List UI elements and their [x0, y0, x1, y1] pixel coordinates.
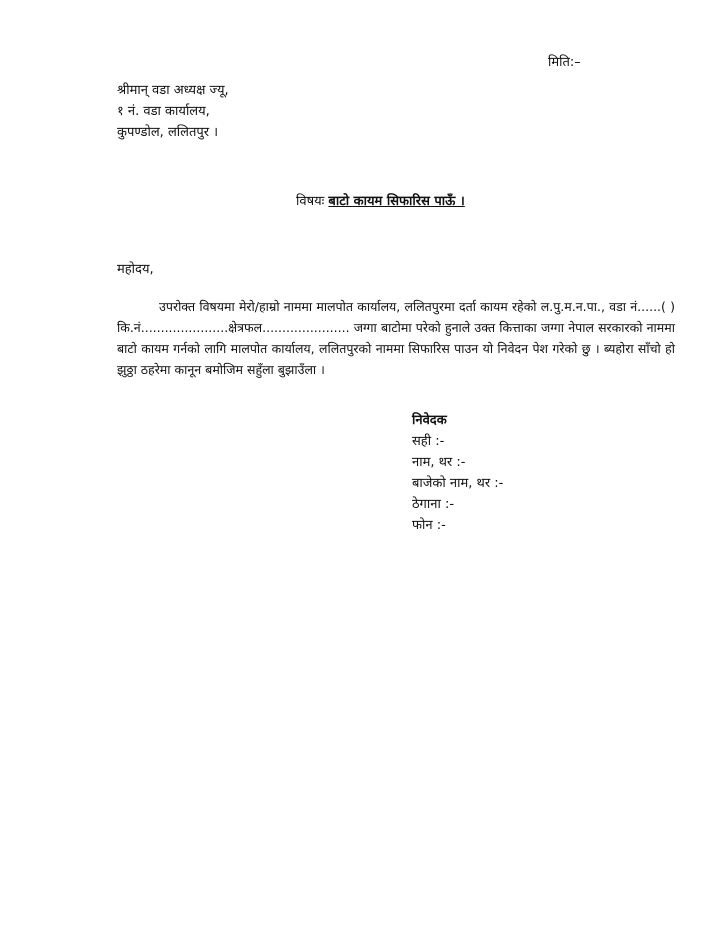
address-field: ठेगाना :-: [412, 497, 455, 512]
grandfather-name-field: बाजेको नाम, थर :-: [412, 476, 504, 491]
date-field: मिति:–: [548, 55, 581, 70]
address-line-recipient: श्रीमान् वडा अध्यक्ष ज्यू,: [117, 83, 229, 98]
applicant-heading: निवेदक: [412, 413, 447, 428]
signature-field: सही :-: [412, 434, 445, 449]
applicant-block: [412, 410, 503, 536]
letter-body: उपरोक्त विषयमा मेरो/हाम्रो नाममा मालपोत कार्यालय, ललितपुरमा दर्ता कायम रहेको ल.पु.म.न.पा., वडा नं......( ) कि.नं......................क्षेत्रफल...................... जग्गा बाटोमा परेको हुनाले उक्त कित्ताका जग्गा नेपाल सरकारको नाममा बाटो कायम गर्नको लागि मालपोत कार्यालय, ललितपुरको नाममा सिफारिस पाउन यो निवेदन पेश गरेको छु । ब्यहोरा साँचो हो झुठ्ठा ठहरेमा कानून बमोजिम सहुँला बुझाउँला ।: [117, 299, 675, 377]
address-line-location: कुपण्डोल, ललितपुर ।: [117, 125, 219, 140]
subject-text: बाटो कायम सिफारिस पाऊँ ।: [328, 194, 465, 209]
phone-field: फोन :-: [412, 518, 446, 533]
salutation: महोदय,: [117, 262, 154, 277]
name-field: नाम, थर :-: [412, 455, 466, 470]
subject-label: विषयः: [296, 194, 325, 209]
address-line-office: १ नं. वडा कार्यालय,: [117, 104, 210, 119]
subject-line: [296, 191, 465, 209]
recipient-address: [117, 80, 229, 143]
